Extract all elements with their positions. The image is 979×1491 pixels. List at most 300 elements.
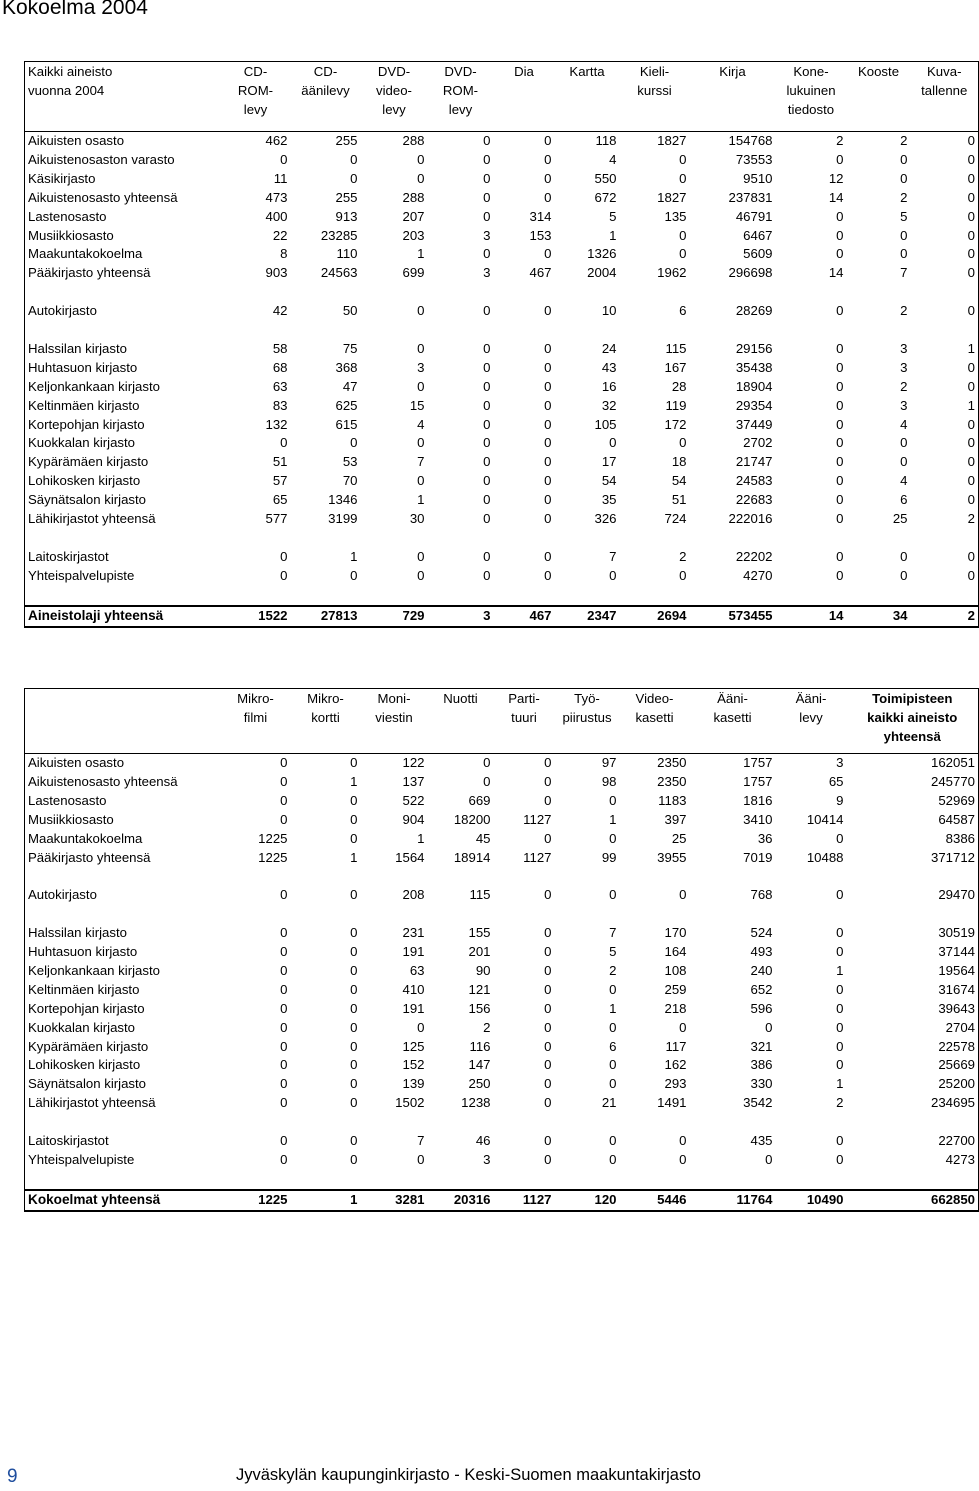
- table-cell: 122: [402, 755, 425, 770]
- table-row: [25, 491, 979, 510]
- table-cell: 0: [350, 811, 358, 827]
- table-cell: 22683: [735, 492, 773, 508]
- table-cell: 0: [967, 548, 975, 564]
- table-cell: 0: [350, 981, 358, 997]
- table-cell: 0: [967, 189, 975, 205]
- table-cell: 0: [679, 227, 687, 243]
- table-cell: 0: [900, 246, 908, 262]
- table-cell: 0: [544, 1038, 552, 1054]
- column-header: Mikro- kortti: [291, 689, 361, 754]
- table-cell: 0: [483, 755, 491, 770]
- table-cell: 0: [544, 1095, 552, 1111]
- row-label: Yhteispalvelupiste: [28, 1151, 135, 1167]
- table-row: [25, 132, 979, 151]
- footer-text: Jyväskylän kaupunginkirjasto - Keski-Suomen maakuntakirjasto: [236, 1466, 701, 1484]
- table-cell: 4273: [945, 1151, 975, 1167]
- table-cell: 201: [468, 944, 491, 960]
- table-cell: 0: [836, 925, 844, 941]
- table-cell: 18: [671, 454, 687, 470]
- table-cell: 0: [350, 1057, 358, 1073]
- table-row: [25, 378, 979, 397]
- table-cell: 83: [272, 397, 288, 413]
- table-cell: 913: [335, 208, 358, 224]
- table-cell: 524: [750, 925, 773, 941]
- table-cell: 52969: [938, 792, 975, 808]
- table-cell: 0: [679, 1151, 687, 1167]
- table-cell: 30519: [938, 925, 975, 941]
- table-cell: 22578: [938, 1038, 975, 1054]
- table-cell: 18914: [453, 849, 491, 865]
- table-cell: 0: [544, 246, 552, 262]
- table-cell: 7019: [743, 849, 773, 865]
- table-cell: 0: [350, 755, 358, 770]
- table-cell: 0: [483, 340, 491, 356]
- spacer-cell: [25, 283, 979, 302]
- table-cell: 904: [402, 811, 425, 827]
- table-cell: 0: [280, 925, 288, 941]
- row-label: Aikuistenosasto yhteensä: [28, 189, 178, 205]
- row-label: Aikuisten osasto: [28, 755, 125, 770]
- column-header: Ääni- kasetti: [690, 689, 776, 754]
- table-cell: 2: [900, 378, 908, 394]
- table-cell: 75: [342, 340, 358, 356]
- table-cell: 21747: [735, 454, 773, 470]
- table-cell: 0: [417, 340, 425, 356]
- table-cell: 3955: [657, 849, 687, 865]
- table-cell: 58: [272, 340, 288, 356]
- table-cell: 0: [417, 170, 425, 186]
- table-cell: 1238: [461, 1095, 491, 1111]
- table-row: [25, 208, 979, 227]
- table-cell: 4: [609, 151, 617, 167]
- table-cell: 20316: [428, 1190, 494, 1211]
- table-cell: 5609: [743, 246, 773, 262]
- row-label: Kypärämäen kirjasto: [28, 454, 149, 470]
- table-cell: 1: [609, 1000, 617, 1016]
- table-cell: 573455: [690, 606, 776, 627]
- table-cell: 3281: [361, 1190, 428, 1211]
- table-cell: 0: [280, 755, 288, 770]
- table-cell: 240: [750, 962, 773, 978]
- table-cell: 0: [483, 359, 491, 375]
- table-cell: 207: [402, 208, 425, 224]
- table-cell: 70: [342, 473, 358, 489]
- table-cell: 0: [350, 1076, 358, 1092]
- table-cell: 2: [900, 189, 908, 205]
- table-cell: 0: [967, 435, 975, 451]
- table-cell: 10: [601, 303, 617, 319]
- table-cell: 0: [967, 454, 975, 470]
- row-label: Säynätsalon kirjasto: [28, 1076, 147, 1092]
- column-header: Työ- piirustus: [555, 689, 620, 754]
- table-row: [25, 1000, 979, 1019]
- table-cell: 0: [483, 378, 491, 394]
- table-cell: 73553: [735, 151, 773, 167]
- table-cell: 2: [911, 606, 979, 627]
- table-cell: 0: [679, 567, 687, 583]
- row-label: Musiikkiosasto: [28, 227, 114, 243]
- table-cell: 115: [469, 887, 491, 903]
- table-cell: 0: [836, 397, 844, 413]
- table-row: [25, 359, 979, 378]
- table-cell: 0: [544, 792, 552, 808]
- table-cell: 0: [609, 830, 617, 846]
- table-corner-label: [25, 689, 221, 754]
- table-cell: 0: [544, 511, 552, 527]
- table-cell: 0: [836, 511, 844, 527]
- table-cell: 0: [609, 1151, 617, 1167]
- table-cell: 625: [335, 397, 358, 413]
- table-cell: 7: [609, 548, 617, 564]
- table-cell: 6: [900, 492, 908, 508]
- table-row: [25, 924, 979, 943]
- table-cell: 3199: [328, 511, 358, 527]
- row-label: Aikuisten osasto: [28, 133, 125, 148]
- table-cell: 467: [529, 265, 552, 281]
- table-cell: 0: [483, 454, 491, 470]
- row-label: Keljonkankaan kirjasto: [28, 378, 160, 394]
- table-cell: 68: [272, 359, 288, 375]
- table-cell: 330: [750, 1076, 773, 1092]
- spacer-cell: [25, 867, 979, 886]
- table-cell: 0: [350, 567, 358, 583]
- table-cell: 4: [417, 416, 425, 432]
- table-cell: 2: [836, 133, 844, 148]
- table-cell: 0: [836, 887, 844, 903]
- table-cell: 0: [280, 567, 288, 583]
- table-cell: 1816: [743, 792, 773, 808]
- table-cell: 1: [609, 811, 617, 827]
- table-cell: 0: [280, 887, 288, 903]
- table-cell: 14: [776, 606, 847, 627]
- table-cell: 162: [664, 1057, 687, 1073]
- table-cell: 203: [402, 227, 425, 243]
- table-cell: 321: [750, 1038, 773, 1054]
- spacer-row: [25, 529, 979, 548]
- table-cell: 0: [900, 435, 908, 451]
- table-cell: 0: [350, 151, 358, 167]
- table-cell: 0: [836, 1057, 844, 1073]
- table-cell: 699: [402, 265, 425, 281]
- table-cell: 462: [265, 133, 288, 148]
- table-cell: 0: [483, 151, 491, 167]
- table-cell: 191: [402, 1000, 425, 1016]
- table-cell: 288: [402, 189, 425, 205]
- table-row: [25, 811, 979, 830]
- table-cell: 0: [967, 151, 975, 167]
- table-cell: 0: [280, 962, 288, 978]
- table-cell: 0: [417, 378, 425, 394]
- column-header: Moni- viestin: [361, 689, 428, 754]
- table-cell: 208: [402, 887, 425, 903]
- table-cell: 2: [836, 1095, 844, 1111]
- row-label: Lähikirjastot yhteensä: [28, 511, 156, 527]
- table-cell: 0: [836, 246, 844, 262]
- table-cell: 0: [483, 208, 491, 224]
- table-cell: 400: [265, 208, 288, 224]
- table-cell: 8386: [945, 830, 975, 846]
- table-cell: 1: [836, 962, 844, 978]
- row-label: Aikuistenosaston varasto: [28, 151, 175, 167]
- table-cell: 0: [609, 435, 617, 451]
- table-row: [25, 1019, 979, 1038]
- table-cell: 6: [609, 1038, 617, 1054]
- table-cell: 0: [679, 887, 687, 903]
- table-cell: 255: [335, 189, 358, 205]
- table-cell: 0: [350, 1133, 358, 1149]
- table-cell: 0: [483, 397, 491, 413]
- table-row: [25, 416, 979, 435]
- table-cell: 0: [417, 548, 425, 564]
- table-cell: 0: [967, 378, 975, 394]
- table-cell: 0: [836, 208, 844, 224]
- table-cell: 25: [892, 511, 908, 527]
- row-label: Halssilan kirjasto: [28, 925, 127, 941]
- table-cell: 28269: [735, 303, 773, 319]
- table-cell: 10490: [776, 1190, 847, 1211]
- table-cell: 117: [665, 1038, 687, 1054]
- table-cell: 0: [765, 1019, 773, 1035]
- table-cell: 0: [544, 151, 552, 167]
- table-cell: 2: [609, 962, 617, 978]
- column-header: DVD- ROM- levy: [428, 62, 494, 132]
- table-row: [25, 567, 979, 586]
- table-cell: 0: [350, 830, 358, 846]
- table-cell: 293: [664, 1076, 687, 1092]
- table-row: [25, 1094, 979, 1113]
- table-cell: 27813: [291, 606, 361, 627]
- table-cell: 0: [967, 265, 975, 281]
- table-cell: 0: [836, 435, 844, 451]
- table-cell: 652: [750, 981, 773, 997]
- table-cell: 28: [671, 378, 687, 394]
- table-row: [25, 189, 979, 208]
- table-cell: 99: [601, 849, 617, 865]
- table-cell: 0: [836, 151, 844, 167]
- column-header: Toimipisteen kaikki aineisto yhteensä: [847, 689, 979, 754]
- table-cell: 903: [265, 265, 288, 281]
- table-cell: 5: [609, 944, 617, 960]
- table-cell: 0: [350, 435, 358, 451]
- table-cell: 18200: [453, 811, 491, 827]
- table-cell: 98: [601, 773, 617, 789]
- table-cell: 0: [967, 473, 975, 489]
- table-cell: 97: [601, 755, 617, 770]
- table-cell: 0: [483, 511, 491, 527]
- table-cell: 0: [836, 303, 844, 319]
- row-label: Pääkirjasto yhteensä: [28, 265, 151, 281]
- table-cell: 0: [544, 830, 552, 846]
- spacer-row: [25, 905, 979, 924]
- table-cell: 0: [544, 492, 552, 508]
- table-cell: 0: [836, 1000, 844, 1016]
- table-cell: 0: [836, 492, 844, 508]
- table-cell: 0: [280, 792, 288, 808]
- table-cell: 14: [828, 265, 844, 281]
- table-cell: 0: [609, 567, 617, 583]
- row-label: Lastenosasto: [28, 792, 107, 808]
- total-row: [25, 606, 979, 627]
- table-cell: 0: [417, 303, 425, 319]
- row-label: Halssilan kirjasto: [28, 340, 127, 356]
- table-cell: 0: [417, 435, 425, 451]
- table-cell: 0: [609, 1133, 617, 1149]
- table-cell: 0: [350, 1038, 358, 1054]
- row-label: Kuokkalan kirjasto: [28, 435, 136, 451]
- table-cell: 0: [544, 473, 552, 489]
- table-cell: 0: [280, 1076, 288, 1092]
- table-cell: 0: [765, 1151, 773, 1167]
- table-cell: 162051: [930, 755, 975, 770]
- column-header: CD- äänilevy: [291, 62, 361, 132]
- table-cell: 0: [544, 340, 552, 356]
- row-label: Huhtasuon kirjasto: [28, 944, 138, 960]
- table-cell: 3: [417, 359, 425, 375]
- table-cell: 31674: [938, 981, 975, 997]
- table-cell: 1183: [658, 792, 687, 808]
- table-cell: 0: [544, 567, 552, 583]
- table-cell: 0: [544, 1057, 552, 1073]
- table-cell: 164: [664, 944, 687, 960]
- table-cell: 255: [335, 133, 358, 148]
- table-cell: 116: [469, 1038, 491, 1054]
- table-cell: 0: [483, 189, 491, 205]
- table-row: [25, 773, 979, 792]
- table-cell: 0: [836, 1151, 844, 1167]
- table-cell: 0: [350, 962, 358, 978]
- table-cell: 0: [280, 811, 288, 827]
- table-row: [25, 434, 979, 453]
- table-cell: 0: [280, 1000, 288, 1016]
- table-cell: 2: [900, 133, 908, 148]
- table-cell: 1757: [743, 773, 773, 789]
- table-cell: 0: [836, 1038, 844, 1054]
- table-cell: 0: [544, 397, 552, 413]
- table-cell: 4: [900, 473, 908, 489]
- table-row: [25, 943, 979, 962]
- table-cell: 22: [272, 227, 288, 243]
- table-cell: 155: [468, 925, 491, 941]
- table-cell: 231: [402, 925, 425, 941]
- table-cell: 0: [350, 1019, 358, 1035]
- table-cell: 0: [544, 1133, 552, 1149]
- table-row: [25, 962, 979, 981]
- table-cell: 1522: [221, 606, 291, 627]
- row-label: Keljonkankaan kirjasto: [28, 962, 160, 978]
- table-cell: 125: [402, 1038, 425, 1054]
- column-header: CD- ROM- levy: [221, 62, 291, 132]
- table-cell: 0: [967, 170, 975, 186]
- table-cell: 118: [595, 133, 617, 148]
- table-cell: 0: [483, 435, 491, 451]
- table-row: [25, 245, 979, 264]
- row-label: Pääkirjasto yhteensä: [28, 849, 151, 865]
- table-cell: 5446: [620, 1190, 690, 1211]
- table-cell: 0: [417, 1019, 425, 1035]
- table-cell: 3: [483, 265, 491, 281]
- table-cell: 0: [836, 473, 844, 489]
- table-header-row: [25, 62, 979, 132]
- table-cell: 3410: [743, 811, 773, 827]
- spacer-row: [25, 283, 979, 302]
- table-cell: 596: [750, 1000, 773, 1016]
- table-cell: 57: [272, 473, 288, 489]
- table-cell: 0: [280, 151, 288, 167]
- table-row: [25, 302, 979, 321]
- table-cell: 0: [483, 170, 491, 186]
- table-cell: 0: [544, 548, 552, 564]
- table-cell: 0: [679, 170, 687, 186]
- table-cell: 22202: [735, 548, 773, 564]
- table-cell: 0: [544, 378, 552, 394]
- table-cell: 25: [671, 830, 687, 846]
- column-header: Kartta: [555, 62, 620, 132]
- table-cell: 2350: [657, 755, 687, 770]
- table-cell: 493: [750, 944, 773, 960]
- table-cell: 45: [475, 830, 491, 846]
- table-cell: 0: [280, 1019, 288, 1035]
- table-row: [25, 548, 979, 567]
- table-row: [25, 1038, 979, 1057]
- table-cell: 139: [402, 1076, 425, 1092]
- table-cell: 0: [836, 340, 844, 356]
- table-cell: 0: [483, 492, 491, 508]
- table-cell: 2: [483, 1019, 491, 1035]
- table-cell: 550: [594, 170, 617, 186]
- table-cell: 65: [828, 773, 844, 789]
- table-cell: 120: [555, 1190, 620, 1211]
- table-cell: 10414: [806, 811, 844, 827]
- row-label: Kortepohjan kirjasto: [28, 416, 145, 432]
- spacer-row: [25, 586, 979, 606]
- table-cell: 172: [664, 416, 687, 432]
- table-cell: 35438: [735, 359, 773, 375]
- row-label: Kokoelmat yhteensä: [25, 1190, 221, 1211]
- row-label: Aikuistenosasto yhteensä: [28, 773, 178, 789]
- table-cell: 473: [265, 189, 288, 205]
- table-cell: 0: [417, 567, 425, 583]
- table-cell: 4270: [743, 567, 773, 583]
- table-cell: 0: [483, 548, 491, 564]
- table-cell: 14: [828, 189, 844, 205]
- spacer-cell: [25, 321, 979, 340]
- table-cell: 37144: [938, 944, 975, 960]
- table-cell: 3: [483, 227, 491, 243]
- table-cell: 135: [664, 208, 687, 224]
- table-row: [25, 170, 979, 189]
- table-cell: 19564: [938, 962, 975, 978]
- table-cell: 108: [664, 962, 687, 978]
- column-header: Nuotti: [428, 689, 494, 754]
- column-header: Kirja: [690, 62, 776, 132]
- page-title: Kokoelma 2004: [2, 0, 148, 19]
- table-cell: 0: [679, 1133, 687, 1149]
- table-cell: 218: [664, 1000, 687, 1016]
- table-cell: 0: [544, 944, 552, 960]
- table-cell: 1127: [523, 849, 552, 865]
- table-cell: 2704: [945, 1019, 975, 1035]
- column-header: Kone- lukuinen tiedosto: [776, 62, 847, 132]
- table-cell: 615: [335, 416, 358, 432]
- table-cell: 29354: [735, 397, 773, 413]
- table-cell: 0: [483, 246, 491, 262]
- table-cell: 397: [664, 811, 687, 827]
- table-cell: 15: [409, 397, 425, 413]
- table-cell: 0: [280, 773, 288, 789]
- spacer-cell: [25, 529, 979, 548]
- table-cell: 0: [350, 1000, 358, 1016]
- table-cell: 46791: [735, 208, 773, 224]
